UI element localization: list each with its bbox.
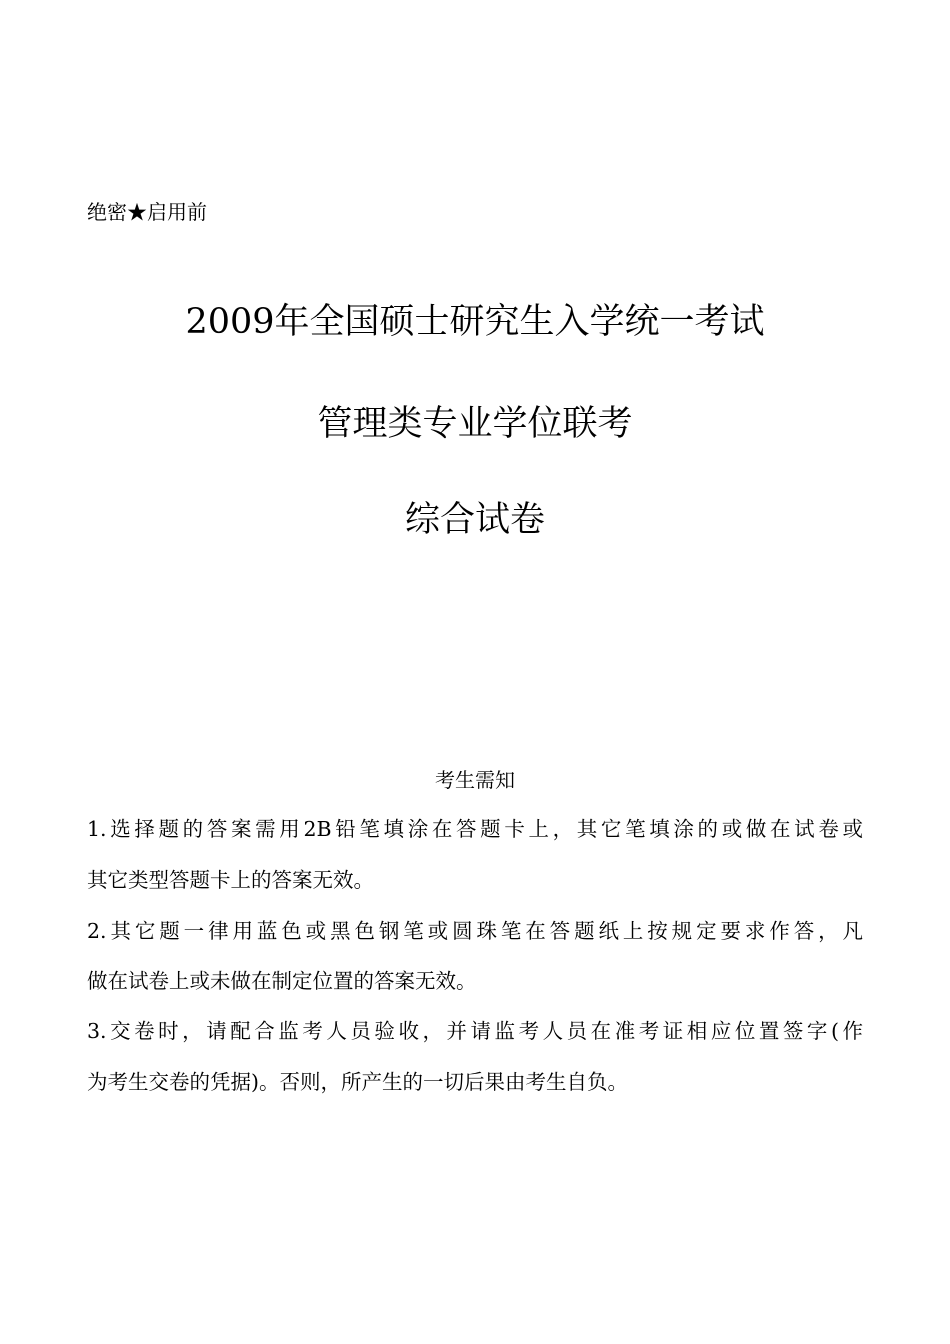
notice-item-3-line-2: 为考生交卷的凭据)。否则，所产生的一切后果由考生自负。 [87,1070,628,1094]
notice-item-2-line-2: 做在试卷上或未做在制定位置的答案无效。 [87,969,477,993]
exam-title: 2009年全国硕士研究生入学统一考试 [185,302,765,342]
notice-item-2-line-1: 2.其它题一律用蓝色或黑色钢笔或圆珠笔在答题纸上按规定要求作答，凡 [87,919,863,943]
notice-item-1-line-1: 1.选择题的答案需用2B铅笔填涂在答题卡上，其它笔填涂的或做在试卷或 [87,817,863,841]
paper-name: 综合试卷 [404,500,545,540]
notice-heading: 考生需知 [435,768,515,792]
classification-label: 绝密★启用前 [87,200,207,224]
exam-subtitle: 管理类专业学位联考 [317,404,633,444]
notice-item-1-line-2: 其它类型答题卡上的答案无效。 [87,868,374,892]
notice-item-3-line-1: 3.交卷时，请配合监考人员验收，并请监考人员在准考证相应位置签字(作 [87,1019,863,1043]
